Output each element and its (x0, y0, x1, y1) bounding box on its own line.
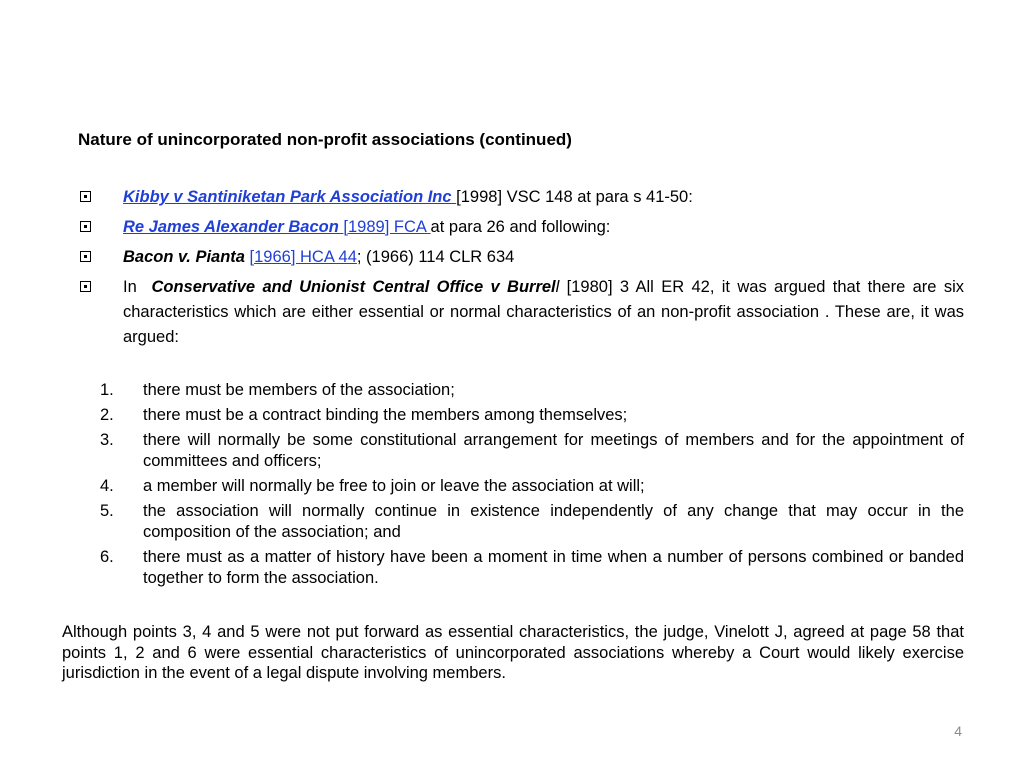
bullet-item-bacon-pianta (78, 245, 964, 270)
citation-link-fca[interactable]: [1989] FCA (343, 218, 431, 236)
case-name-burrell: Conservative and Unionist Central Office v Burrel (151, 278, 556, 296)
list-item (100, 380, 964, 401)
list-number: 5. (100, 502, 114, 520)
closing-paragraph: Although points 3, 4 and 5 were not put forward as essential characteristics, the judge, Vinelott J, agreed at page 58 that points 1, 2 and 6 were essential characteristics of unincorporated associations whereby a Court would likely exercise jurisdiction in the event of a legal dispute involving members. (62, 623, 964, 682)
case-link-re-bacon[interactable]: Re James Alexander Bacon (123, 218, 344, 236)
bullet-item-burrell (78, 275, 964, 350)
square-bullet-icon (80, 251, 91, 262)
list-number: 1. (100, 381, 114, 399)
list-item (100, 501, 964, 543)
list-item (100, 430, 964, 472)
bullet-item-bacon-re (78, 215, 964, 240)
list-number: 2. (100, 406, 114, 424)
case-name-burrell-tail: l (555, 278, 560, 296)
list-text: the association will normally continue in existence independently of any change that may occur in the composition of the association; and (143, 502, 964, 541)
list-text: a member will normally be free to join or leave the association at will; (143, 477, 645, 495)
bullet-text: [1980] 3 All ER 42, it was argued that there are six characteristics which are either essential or normal characteristics of an non-profit association . These are, it was argued: (123, 278, 964, 346)
square-bullet-icon (80, 221, 91, 232)
bullet-text: [1998] VSC 148 at para s 41-50: (456, 188, 693, 206)
bullet-item-kibby (78, 185, 964, 210)
page-number: 4 (954, 723, 962, 739)
list-number: 3. (100, 431, 114, 449)
list-item (100, 476, 964, 497)
citation-link-hca[interactable]: [1966] HCA 44 (249, 248, 357, 266)
list-text: there must be members of the association; (143, 381, 455, 399)
list-item (100, 547, 964, 589)
case-link-kibby[interactable]: Kibby v Santiniketan Park Association Inc (123, 188, 457, 206)
list-text: there must as a matter of history have been a moment in time when a number of persons combined or banded together to form the association. (143, 548, 964, 587)
characteristics-list (100, 380, 964, 593)
list-number: 4. (100, 477, 114, 495)
case-name-bacon-pianta: Bacon v. Pianta (123, 248, 250, 266)
list-number: 6. (100, 548, 114, 566)
bullet-text: ; (1966) 114 CLR 634 (356, 248, 515, 266)
bullet-prefix: In (123, 278, 152, 296)
section-heading: Nature of unincorporated non-profit associations (continued) (78, 130, 572, 149)
square-bullet-icon (80, 281, 91, 292)
list-item (100, 405, 964, 426)
list-text: there will normally be some constitutional arrangement for meetings of members and for the appointment of committees and officers; (143, 431, 964, 470)
square-bullet-icon (80, 191, 91, 202)
list-text: there must be a contract binding the members among themselves; (143, 406, 628, 424)
case-bullet-list (78, 185, 964, 355)
bullet-text: at para 26 and following: (430, 218, 611, 236)
